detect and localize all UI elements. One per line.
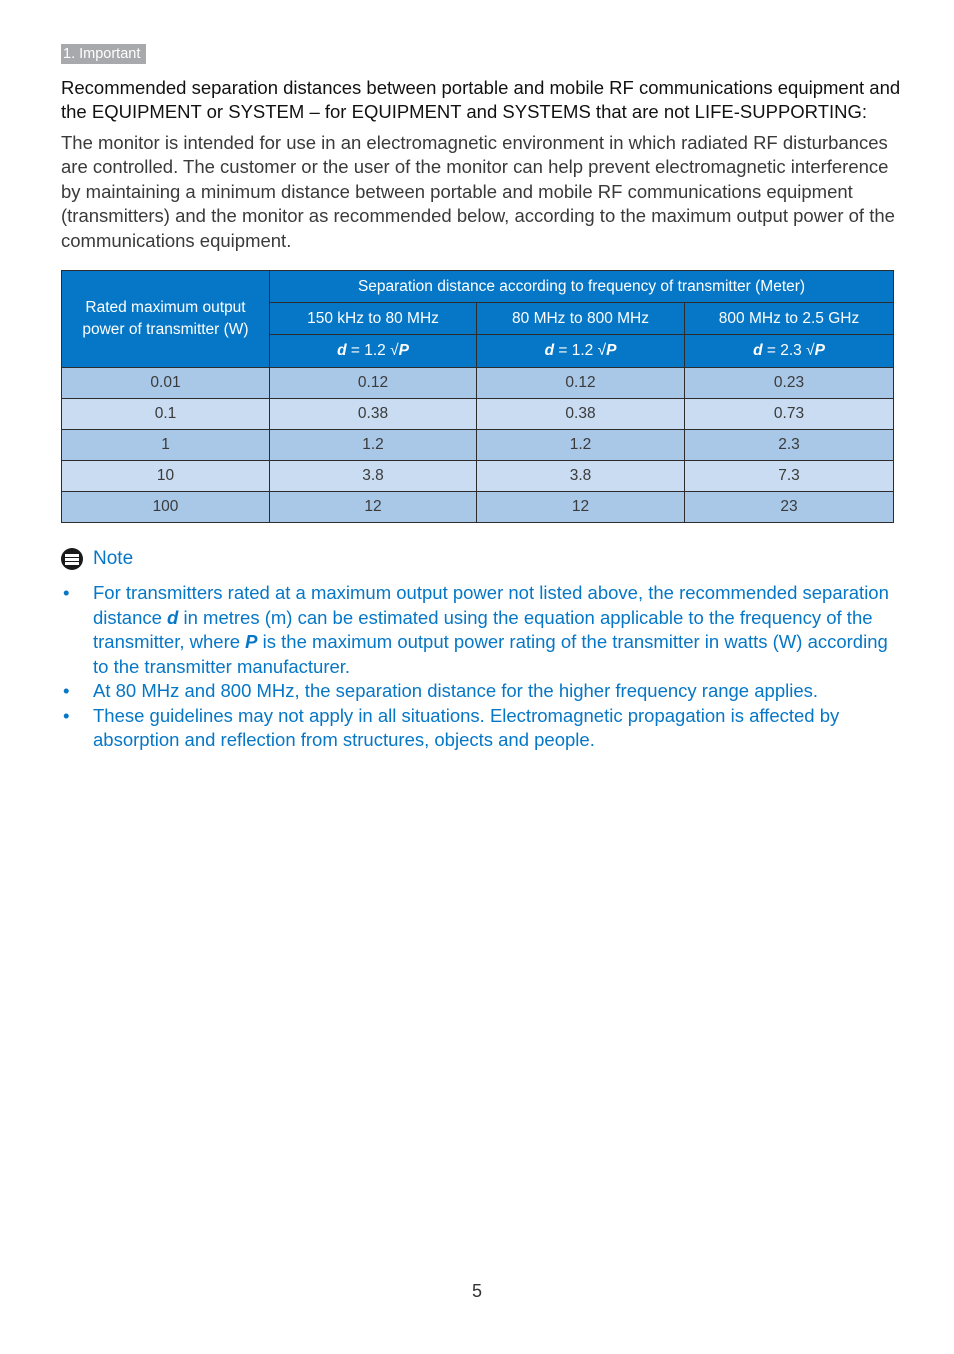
group-header-separation: Separation distance according to frequency of transmitter (Meter) xyxy=(270,271,894,303)
table-cell: 100 xyxy=(62,492,270,523)
section-heading: Recommended separation distances between portable and mobile RF communications equipment and the EQUIPMENT or SYSTEM – for EQUIPMENT and SYSTEMS that are not LIFE-SUPPORTING: xyxy=(61,77,901,122)
table-cell: 3.8 xyxy=(270,461,477,492)
table-cell: 0.38 xyxy=(477,399,685,430)
note-item: • These guidelines may not apply in all situations. Electromagnetic propagation is affected by absorption and reflection from structures, objects and people. xyxy=(61,704,891,753)
section-tag: 1. Important xyxy=(61,44,146,64)
table-cell: 12 xyxy=(270,492,477,523)
table-cell: 0.12 xyxy=(477,368,685,399)
table-cell: 7.3 xyxy=(685,461,894,492)
note-header xyxy=(61,548,133,570)
table-cell: 10 xyxy=(62,461,270,492)
table-cell: 3.8 xyxy=(477,461,685,492)
column-header-range: 800 MHz to 2.5 GHz xyxy=(685,303,894,335)
table-cell: 0.73 xyxy=(685,399,894,430)
table-cell: 23 xyxy=(685,492,894,523)
note-item: • For transmitters rated at a maximum output power not listed above, the recommended separation distance d in metres (m) can be estimated using the equation applicable to the frequency of the transmitter, where P is the maximum output power rating of the transmitter in watts (W) according to the transmitter manufacturer. xyxy=(61,581,891,679)
table-cell: 1.2 xyxy=(270,430,477,461)
table-cell: 0.01 xyxy=(62,368,270,399)
column-header-range: 150 kHz to 80 MHz xyxy=(270,303,477,335)
table-cell: 1 xyxy=(62,430,270,461)
table-cell: 0.23 xyxy=(685,368,894,399)
page-number: 5 xyxy=(471,1281,482,1301)
separation-distance-table xyxy=(61,270,894,523)
note-icon xyxy=(61,548,83,570)
table-row xyxy=(62,492,894,523)
table-cell: 0.38 xyxy=(270,399,477,430)
row-header-power: Rated maximum output power of transmitter (W) xyxy=(62,271,270,368)
column-formula: d = 1.2 √P xyxy=(477,335,685,368)
note-title: Note xyxy=(93,548,134,569)
table-cell: 0.1 xyxy=(62,399,270,430)
column-header-range: 80 MHz to 800 MHz xyxy=(477,303,685,335)
note-item: • At 80 MHz and 800 MHz, the separation distance for the higher frequency range applies. xyxy=(61,679,891,704)
table-row xyxy=(62,399,894,430)
table-cell: 1.2 xyxy=(477,430,685,461)
table-cell: 12 xyxy=(477,492,685,523)
table-cell: 0.12 xyxy=(270,368,477,399)
column-formula: d = 2.3 √P xyxy=(685,335,894,368)
table-row xyxy=(62,368,894,399)
note-list xyxy=(61,581,891,753)
column-formula: d = 1.2 √P xyxy=(270,335,477,368)
table-cell: 2.3 xyxy=(685,430,894,461)
table-row xyxy=(62,430,894,461)
table-row xyxy=(62,461,894,492)
intro-paragraph: The monitor is intended for use in an electromagnetic environment in which radiated RF disturbances are controlled. The customer or the user of the monitor can help prevent electromagnetic interference by maintaining a minimum distance between portable and mobile RF communications equipment (transmitters) and the monitor as recommended below, according to the maximum output power of the communications equipment. xyxy=(61,132,895,251)
